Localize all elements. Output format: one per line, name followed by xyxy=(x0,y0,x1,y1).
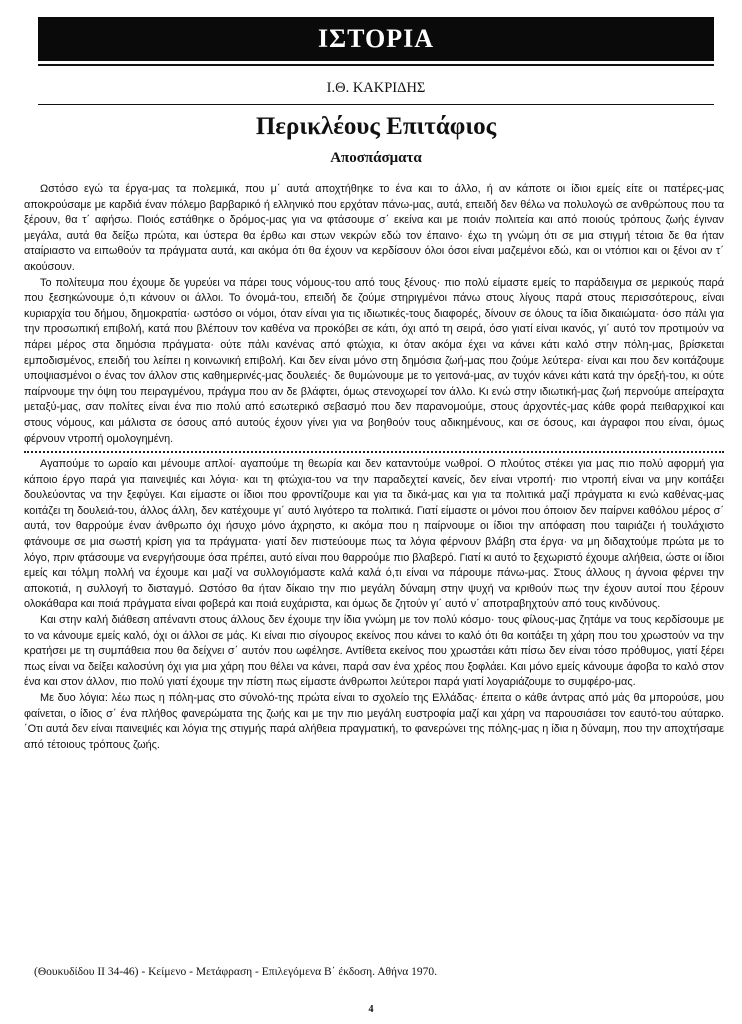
page-number: 4 xyxy=(368,1004,374,1015)
section-title: ΙΣΤΟΡΙΑ xyxy=(318,24,434,53)
paragraph: Αγαπούμε το ωραίο και μένουμε απλοί· αγαπούμε τη θεωρία και δεν καταντούμε νωθροί. Ο πλούτος στέκει για μας πιο πολύ αφορμή για κάποιο έργο παρά για παινεψιές και λόγια· και τη φτώχια-του να την παραδεχτεί κανείς, δεν είναι ντροπή· πιο ντροπή είναι να μην κοιτάξει δουλεύοντας να την ξεφύγει. Και είμαστε οι ίδιοι που φροντίζουμε και για τα δικά-μας και για τα πολιτικά μαζί πράγματα κι ενώ καθένας-μας κοιτάζει τη δουλειά-του, άλλος άλλη, δεν κατέχουμε γι΄ αυτό λιγότερο τα πολιτικά. Γιατί είμαστε οι μόνοι που όποιον δεν παίρνει καθόλου μέρος σ΄ αυτά, τον θαρρούμε έναν άνθρωπο όχι ήσυχο μόνο άχρηστο, κι ακόμα που η παίρνουμε οι ίδιοι την απόφαση που ταιριάζει ή τουλάχιστο φτάνουμε σε μια σωστή κρίση για τα πράγματα· γιατί δεν πιστεύουμε πως τα λόγια φέρνουν βλάβη στα έργα· να μη διδαχτούμε πρώτα με το λόγο, πριν φτάσουμε να ενεργήσουμε όσα πρέπει, αυτό είναι που θαρρούμε πιο βλαβερό. Γιατί κι αυτό το ξεχωριστό έχουμε αλήθεια, ώστε οι ίδιοι εμείς και τόλμη πολλή να έχουμε και μαζί να συλλογιόμαστε καλά καλά ό,τι είναι να πάρουμε πάνω-μας. Στους άλλους η άγνοια φέρνει την αποκοτιά, η συλλογή το δισταγμό. Ωστόσο θα ήταν δίκαιο την πιο μεγάλη δύναμη στην ψυχή να κριθούν πως την έχουν αυτοί που ξέρουν ολοκάθαρα και ποιά πράγματα είναι φοβερά και ποιά ευχάριστα, και όμως δε ζητούν γι΄ αυτό ν΄ αποτραβηχτούν από τους κινδύνους. xyxy=(24,458,724,611)
paragraph: Το πολίτευμα που έχουμε δε γυρεύει να πάρει τους νόμους-του από τους ξένους· πιο πολύ είμαστε εμείς το παράδειγμα σε μερικούς παρά που ξεσηκώνουμε ό,τι κάνουν οι άλλοι. Το όνομά-του, επειδή δε ζούμε στηριγμένοι πάνω στους λίγους παρά στους περισσότερους, είναι κυριαρχία του δήμου, δημοκρατία· ωστόσο οι νόμοι, όταν είναι για τις ιδιωτικές-τους διαφορές, δίνουν σε όλους τα ίδια δικαιώματα· όσο πάλι για την προσωπική επιβολή, κατά που βλέπουν τον καθένα να προκόβει σε κάτι, όχι από τη σειρά, όσο γιατί είναι ικανός, γι΄ αυτό τον προτιμούν να πάρει μέρος στα δημόσια πράγματα· ούτε πάλι κανένας από φτώχια, κι όταν ακόμα έχει να κάνει κάτι καλό στην πόλη-μας, βρίσκεται εμποδισμένος, επειδή του λείπει η κοινωνική επιβολή. Και δεν είναι μόνο στη δημόσια ζωή-μας που ζούμε λεύτερα· είναι και που δεν κοιτάζουμε υποψιασμένοι ο ένας τον άλλον στις καθημερινές-μας δουλειές· δε θυμώνουμε με το γειτονά-μας, αν τυχόν κάνει κάτι κατά την όρεξή-του, κι ούτε παίρνουμε την όψη του πειραγμένου, πράγμα που αν δε βλάφτει, όμως στενοχωρεί τον άλλο. Κι ενώ στην ιδιωτική-μας ζωή περνούμε απείραχτα μεταξύ-μας, σαν πολίτες είναι ένα πιο πολύ από εσωτερικό σεβασμό που δεν παρανομούμε, στους άρχοντές-μας κάθε φορά πειθαρχικοί και στους νόμους, και μάλιστα σε όσους από αυτούς έχουν γίνει για να βοηθούν τους αδικημένους, και σε όσους, και άγραφοι που είναι, όμως φέρνουν ντροπή ομολογημένη. xyxy=(24,276,724,445)
author-name: Ι.Θ. ΚΑΚΡΙΔΗΣ xyxy=(326,80,426,96)
article-subtitle: Αποσπάσματα xyxy=(330,150,422,166)
source-note: (Θουκυδίδου II 34-46) - Κείμενο - Μετάφραση - Επιλεγόμενα Β΄ έκδοση. Αθήνα 1970. xyxy=(34,966,438,978)
article-body xyxy=(24,182,724,753)
dotted-separator xyxy=(24,451,724,453)
paragraph: Και στην καλή διάθεση απέναντι στους άλλους δεν έχουμε την ίδια γνώμη με τον πολύ κόσμο· τους φίλους-μας ζητάμε να τους κερδίσουμε με το να κάνουμε εμείς καλό, όχι οι άλλοι σε μάς. Κι είναι πιο σίγουρος εκείνος που κάνει το καλό ότι θα κοιτάξει τη χάρη που του χρωστούν να την κρατήσει με τη συμπάθεια που θα δείχνει σ΄ αυτόν που ωφέλησε. Αντίθετα εκείνος που χρωστάει κάτι πίσω δεν είναι τόσο πρόθυμος, γιατί ξέρει πως είναι να δείξει καλοσύνη όχι για μια χάρη που θέλει να κάνει, παρά σαν ένα χρέος που ξοφλάει. Και μόνο εμείς κάνουμε άφοβα το καλό στον ένα και στον άλλον, πιο πολύ γιατί έχουμε την πίστη πως είμαστε άνθρωποι λεύτεροι παρά γιατί λογαριάζουμε το συμφέρο-μας. xyxy=(24,614,724,689)
author-rule xyxy=(38,104,714,105)
article-title: Περικλέους Επιτάφιος xyxy=(255,113,497,140)
paragraph: Ωστόσο εγώ τα έργα-μας τα πολεμικά, που μ΄ αυτά αποχτήθηκε το ένα και το άλλο, ή αν κάποτε οι ίδιοι εμείς είτε οι πατέρες-μας αποκρούσαμε με καρδιά έναν πόλεμο βαρβαρικό ή ελληνικό που ερχόταν πάνω-μας, αυτά, επειδή δεν θέλω να πολυλογώ σε ανθρώπους που τα ξέρουν, θα τ΄ αφήσω. Ποιός εστάθηκε ο δρόμος-μας για να φτάσουμε σ΄ εκείνα και με ποιάν πολιτεία και από ποιούς τρόπους ζωής έγιναν μεγάλα, αυτά θα δείξω πρώτα, και ύστερα θα έρθω και στων νεκρών εδώ τον έπαινο· έχω τη γνώμη ότι σε μια στιγμή τέτοια δε θα ήταν αταίριαστο να ειπωθούν τα πράγματα αυτά, και ακόμα ότι θα έχουν να κερδίσουν όλοι όσοι είναι μαζεμένοι εδώ, και οι ντόπιοι και οι ξένοι αν τ΄ ακούσουν. xyxy=(24,183,724,273)
header-rule xyxy=(38,64,714,66)
paragraph: Με δυο λόγια: λέω πως η πόλη-μας στο σύνολό-της πρώτα είναι το σχολείο της Ελλάδας· έπειτα ο κάθε άντρας από μάς θα μπορούσε, μου φαίνεται, ο ίδιος σ΄ ένα πλήθος φανερώματα της ζωής και με την πιο μεγάλη ευστροφία μαζί και χάρη να παρουσιάσει τον εαυτό-του αύταρκο. ΄Οτι αυτά δεν είναι παινεψιές και λόγια της στιγμής παρά αλήθεια πραγματική, το φανερώνει της πόλης-μας η ίδια η δύναμη, που την αποχτήσαμε από τέτοιους τρόπους ζωής. xyxy=(24,692,724,751)
section-header-bar xyxy=(38,17,714,61)
